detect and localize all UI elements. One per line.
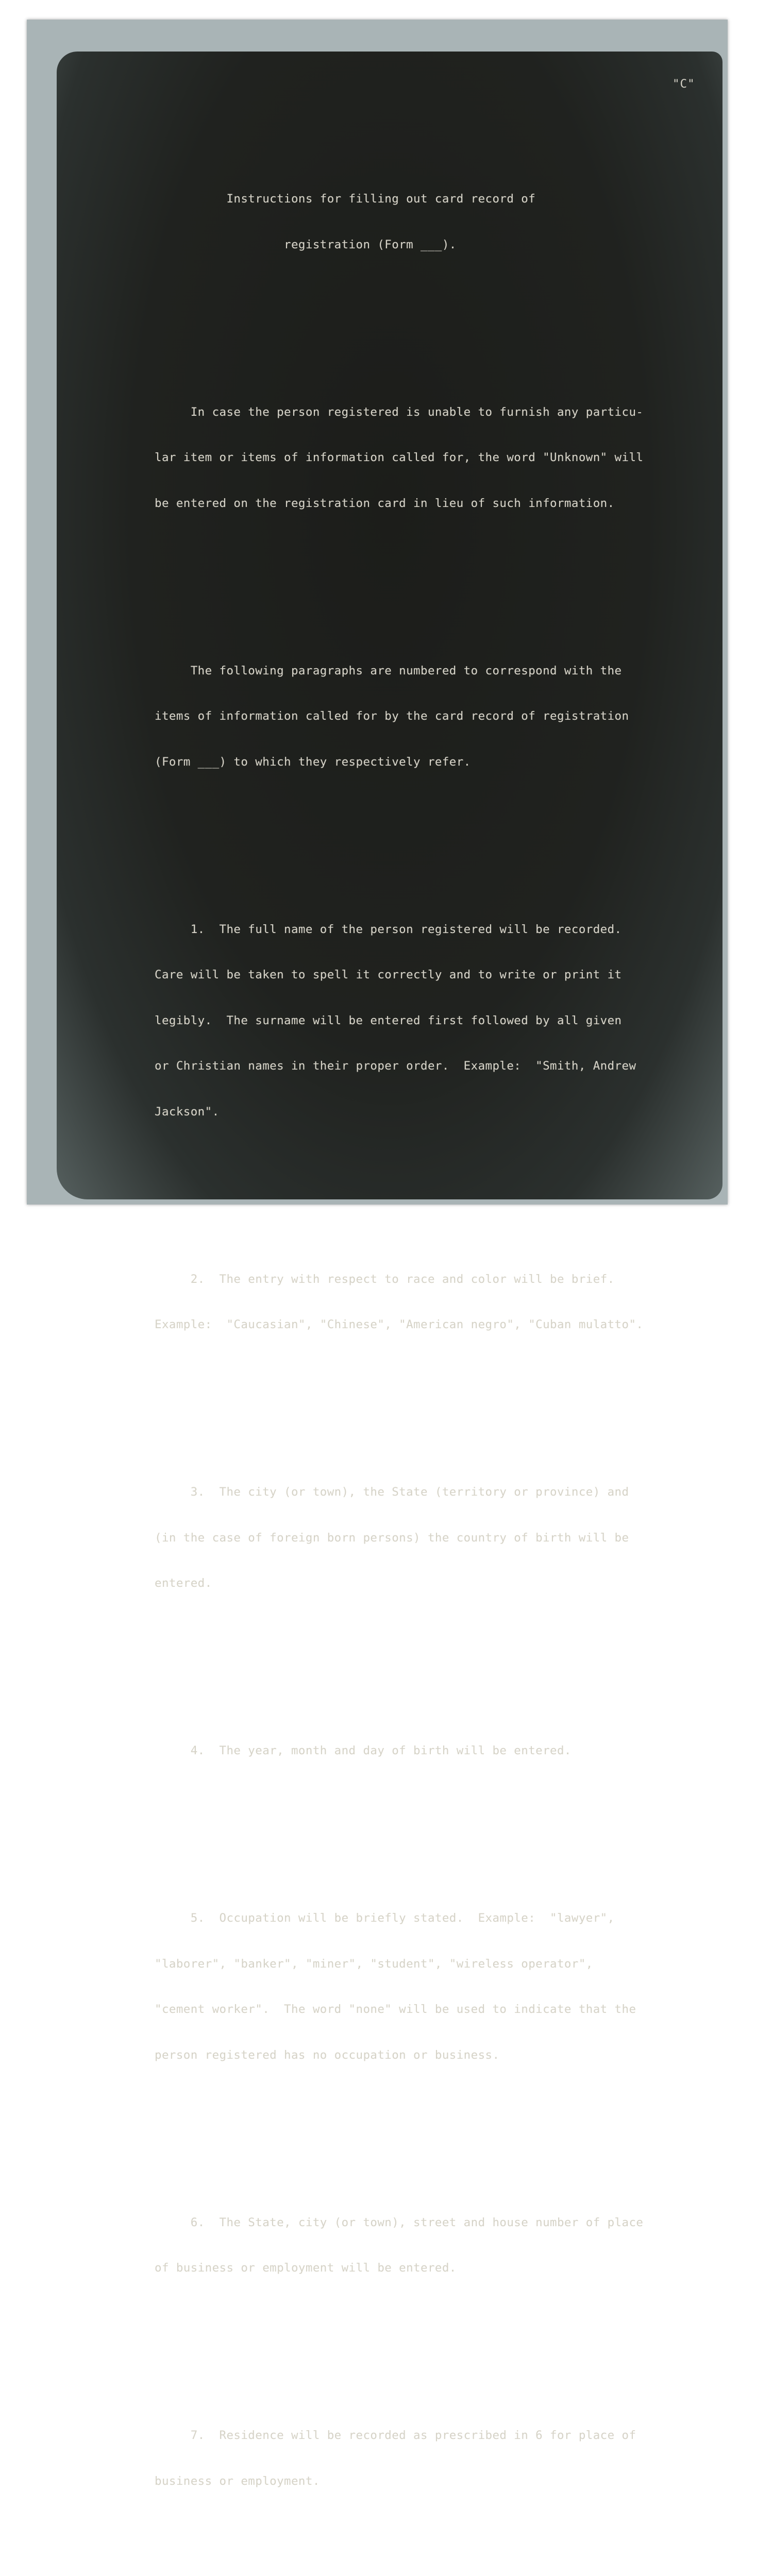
text-line: (Form ___) to which they respectively refer. [155,755,471,769]
text-line: of business or employment will be entered. [155,2261,457,2275]
paragraph-4 [155,1713,691,1789]
text-line: be entered on the registration card in lieu of such information. [155,496,615,510]
paragraph-7 [155,2398,691,2519]
text-line: 1. The full name of the person registered will be recorded. [155,922,622,936]
text-line: Jackson". [155,1105,220,1118]
text-line: In case the person registered is unable to furnish any particu- [155,405,644,419]
title-line: registration (Form ___). [155,238,457,251]
text-line: 7. Residence will be recorded as prescribed in 6 for place of [155,2429,636,2442]
text-line: business or employment. [155,2474,320,2488]
text-line: entered. [155,1577,212,1590]
text-line: 6. The State, city (or town), street and house number of place [155,2215,644,2229]
text-line: or Christian names in their proper order. Example: "Smith, Andrew [155,1059,636,1073]
document-body [155,67,691,2576]
text-line: "laborer", "banker", "miner", "student", "wireless operator", [155,1957,593,1971]
text-line: The following paragraphs are numbered to correspond with the [155,664,622,677]
paragraph-3 [155,1454,691,1622]
text-line: person registered has no occupation or business. [155,2048,500,2062]
document-title [155,161,691,283]
text-line: Care will be taken to spell it correctly and to write or print it [155,968,622,981]
text-line: lar item or items of information called for, the word "Unknown" will [155,451,644,464]
text-line: Example: "Caucasian", "Chinese", "American negro", "Cuban mulatto". [155,1318,644,1331]
paragraph-numbering [155,633,691,801]
text-line: 3. The city (or town), the State (territory or province) and [155,1485,629,1499]
paragraph-intro [155,375,691,542]
text-line: 2. The entry with respect to race and color will be brief. [155,1272,615,1286]
text-line: "cement worker". The word "none" will be used to indicate that the [155,2003,636,2016]
text-line: (in the case of foreign born persons) the country of birth will be [155,1531,629,1545]
text-line: 5. Occupation will be briefly stated. Example: "lawyer", [155,1911,615,1925]
paragraph-1 [155,892,691,1150]
text-line: 4. The year, month and day of birth will be entered. [155,1744,572,1757]
title-line: Instructions for filling out card record of [155,192,536,206]
text-line: legibly. The surname will be entered first followed by all given [155,1013,622,1027]
paragraph-6 [155,2185,691,2307]
corner-mark: "C" [673,77,695,91]
paragraph-2 [155,1242,691,1363]
paragraph-5 [155,1880,691,2093]
text-line: items of information called for by the card record of registration [155,709,629,723]
